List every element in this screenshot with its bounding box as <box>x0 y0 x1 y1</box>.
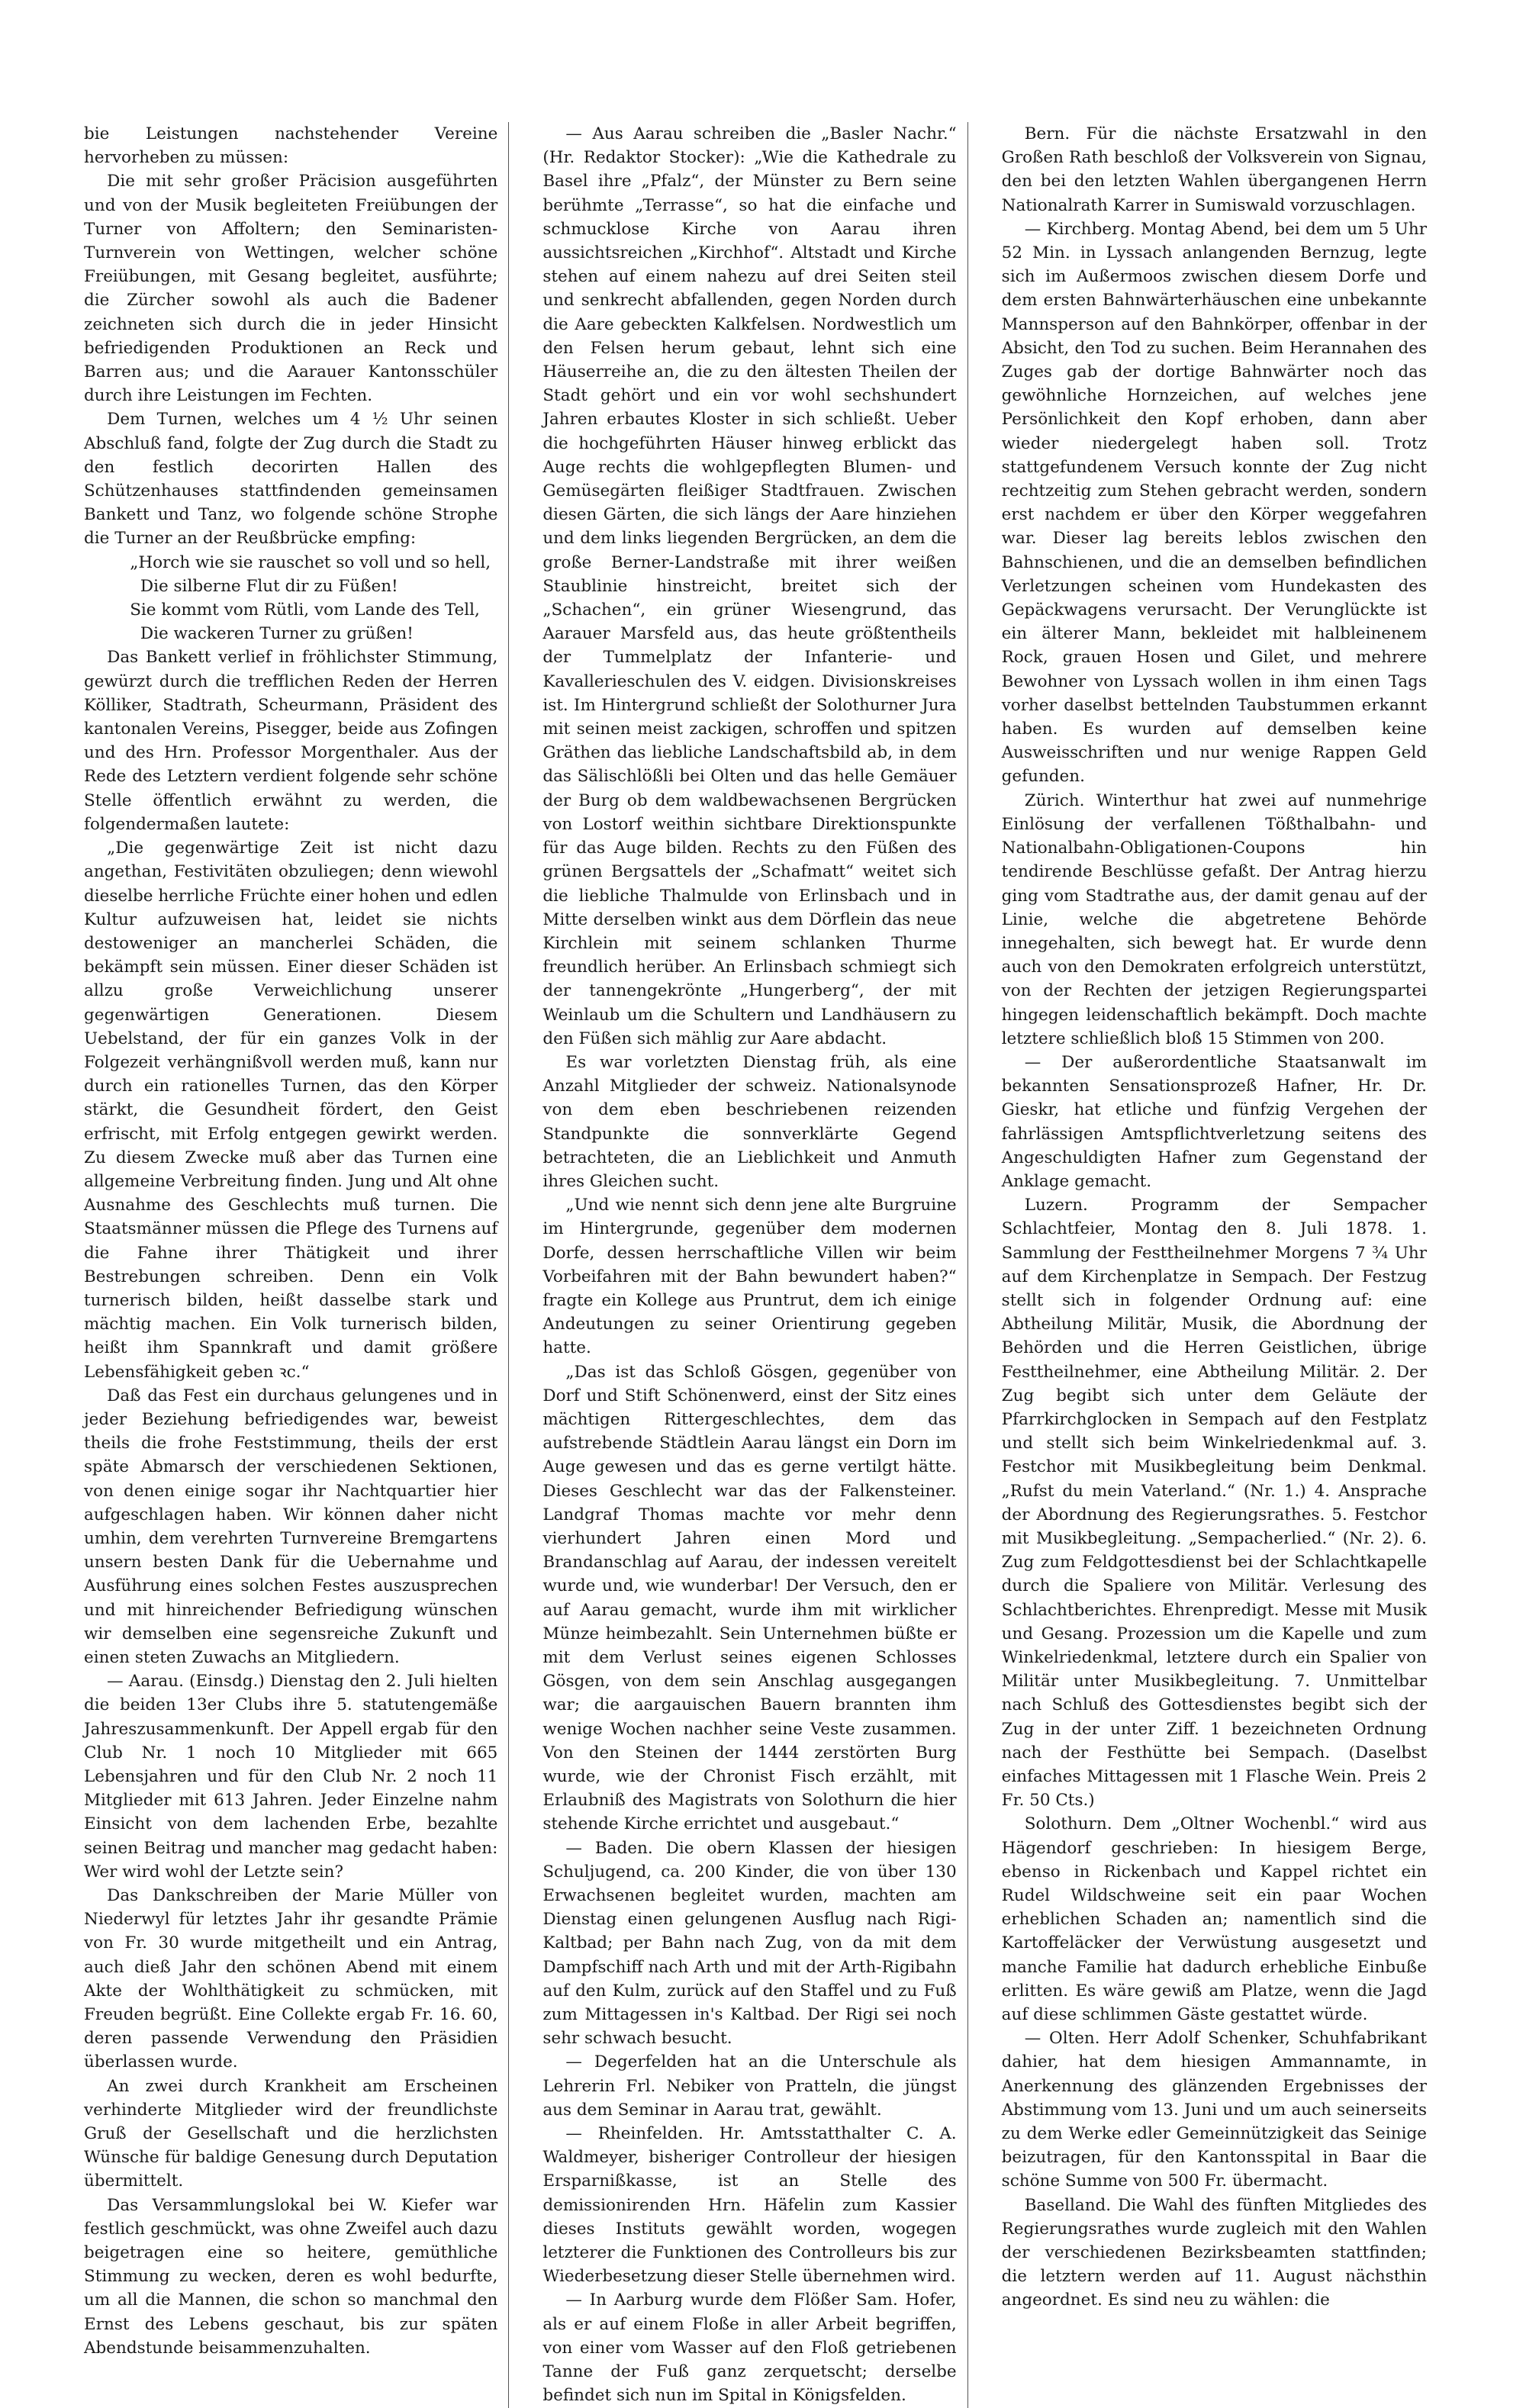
column-3 <box>1002 122 1427 2408</box>
article-paragraph: — Aus Aarau schreiben die „Basler Nachr.“ (Hr. Redaktor Stocker): „Wie die Kathedrale zu Basel ihre „Pfalz“, der Münster zu Bern seine berühmte „Terrasse“, so hat die einfache und schmucklose Kirche von Aarau ihren aussichtsreichen „Kirchhof“. Altstadt und Kirche stehen auf einem nahezu auf drei Seiten steil und senkrecht abfallenden, gegen Norden durch die Aare gebeckten Kalkfelsen. Nordwestlich um den Felsen herum gebaut, lehnt sich eine Häuserreihe an, die zu den ältesten Theilen der Stadt gehört und ein vor wohl sechshundert Jahren erbautes Kloster in sich schließt. Ueber die hochgeführten Häuser hinweg erblickt das Auge rechts die wohlgepflegten Blumen- und Gemüsegärten fleißiger Stadtfrauen. Zwischen diesen Gärten, die sich längs der Aare hinziehen und dem links liegenden Bergrücken, an dem die große Berner-Landstraße mit ihrer weißen Staublinie hinstreicht, breitet sich der „Schachen“, ein grüner Wiesengrund, das Aarauer Marsfeld aus, das heute größtentheils der Tummelplatz der Infanterie- und Kavallerieschulen des V. eidgen. Divisionskreises ist. Im Hintergrund schließt der Solothurner Jura mit seinen meist zackigen, schroffen und spitzen Gräthen das liebliche Landschaftsbild ab, in dem das Sälischlößli bei Olten und das helle Gemäuer der Burg ob dem waldbewachsenen Bergrücken von Lostorf weithin sichtbare Direktionspunkte für das Auge bilden. Rechts zu den Füßen des grünen Bergsattels der „Schafmatt“ weitet sich die liebliche Thalmulde von Erlinsbach und in Mitte derselben winkt aus dem Dörflein das neue Kirchlein mit seinem schlanken Thurme freundlich herüber. An Erlinsbach schmiegt sich der tannengekrönte „Hungerberg“, der mit Weinlaub um die Schultern und Landhäusern zu den Füßen sich mählig zur Aare abdacht. <box>542 124 957 1048</box>
poem-line: Die silberne Flut dir zu Füßen! <box>130 576 398 596</box>
article-paragraph: — Baden. Die obern Klassen der hiesigen Schuljugend, ca. 200 Kinder, die von über 130 Erwachsenen begleitet wurden, machten am Dienstag einen gelungenen Ausflug nach Rigi-Kaltbad; per Bahn nach Zug, von da mit dem Dampfschiff nach Arth und mit der Arth-Rigibahn auf den Kulm, zurück auf den Staffel und zu Fuß zum Mittagessen in's Kaltbad. Der Rigi sei noch sehr schwach besucht. <box>542 1838 957 2049</box>
poem-line: Die wackeren Turner zu grüßen! <box>130 624 414 644</box>
article-paragraph: An zwei durch Krankheit am Erscheinen verhinderte Mitglieder wird der freundlichste Gruß der Gesellschaft und die herzlichsten Wünsche für baldige Genesung durch Deputation übermittelt. <box>84 2076 498 2191</box>
column-2 <box>542 122 967 2408</box>
article-paragraph: Das Dankschreiben der Marie Müller von Niederwyl für letztes Jahr ihr gesandte Prämie von Fr. 30 wurde mitgetheilt und ein Antrag, auch dieß Jahr den schönen Abend mit einem Akte der Wohlthätigkeit zu schmücken, mit Freuden begrüßt. Eine Collekte ergab Fr. 16. 60, deren passende Verwendung den Präsidien überlassen wurde. <box>84 1886 498 2072</box>
article-paragraph: — Degerfelden hat an die Unterschule als Lehrerin Frl. Nebiker von Pratteln, die jüngst aus dem Seminar in Aarau trat, gewählt. <box>542 2052 957 2120</box>
article-paragraph: Die mit sehr großer Präcision ausgeführten und von der Musik begleiteten Freiübungen der Turner von Affoltern; den Seminaristen-Turnverein von Wettingen, welcher schöne Freiübungen, mit Gesang begleitet, ausführte; die Zürcher sowohl als auch die Badener zeichneten sich durch die in jeder Hinsicht befriedigenden Produktionen an Reck und Barren aus; und die Aarauer Kantonsschüler durch ihre Leistungen im Fechten. <box>84 172 498 406</box>
article-paragraph: Das Versammlungslokal bei W. Kiefer war festlich geschmückt, was ohne Zweifel auch dazu beigetragen eine so heitere, gemüthliche Stimmung zu wecken, deren es wohl bedurfte, um all die Mannen, die schon so manchmal den Ernst des Lebens geschaut, bis zur späten Abendstunde beisammenzuhalten. <box>84 2195 498 2358</box>
article-paragraph: Es war vorletzten Dienstag früh, als eine Anzahl Mitglieder der schweiz. Nationalsynode von dem eben beschriebenen reizenden Standpunkte die sonnverklärte Gegend betrachteten, die an Lieblichkeit und Anmuth ihres Gleichen sucht. <box>542 1052 957 1191</box>
article-paragraph: bie Leistungen nachstehender Vereine hervorheben zu müssen: <box>84 124 498 168</box>
newspaper-page <box>84 122 1427 2406</box>
article-paragraph: „Das ist das Schloß Gösgen, gegenüber von Dorf und Stift Schönenwerd, einst der Sitz eines mächtigen Rittergeschlechtes, dem das aufstrebende Städtlein Aarau längst ein Dorn im Auge gewesen und das es gerne vertilgt hätte. Dieses Geschlecht war das der Falkensteiner. Landgraf Thomas machte vor mehr denn vierhundert Jahren einen Mord und Brandanschlag auf Aarau, der indessen vereitelt wurde und, wie wunderbar! Der Versuch, den er auf Aarau gemacht, wurde ihm mit wirklicher Münze heimbezahlt. Sein Unternehmen büßte er mit dem Verlust seines eigenen Schlosses Gösgen, von dem sein Anschlag ausgegangen war; die aargauischen Bauern brannten ihm wenige Wochen nachher seine Veste zusammen. Von den Steinen der 1444 zerstörten Burg wurde, wie der Chronist Fisch erzählt, mit Erlaubniß des Magistrats von Solothurn die hier stehende Kirche errichtet und ausgebaut.“ <box>542 1362 957 1834</box>
article-paragraph: Bern. Für die nächste Ersatzwahl in den Großen Rath beschloß der Volksverein von Signau, den bei den letzten Wahlen übergangenen Herrn Nationalrath Karrer in Sumiswald vorzuschlagen. <box>1001 124 1427 215</box>
article-paragraph: — Aarau. (Einsdg.) Dienstag den 2. Juli hielten die beiden 13er Clubs ihre 5. statutengemäße Jahreszusammenkunft. Der Appell ergab für den Club Nr. 1 noch 10 Mitglieder mit 665 Lebensjahren und für den Club Nr. 2 noch 11 Mitglieder mit 613 Jahren. Jeder Einzelne nahm Einsicht von dem lachenden Erbe, bezahlte seinen Beitrag und mancher mag gedacht haben: Wer wird wohl der Letzte sein? <box>84 1672 498 1882</box>
article-paragraph: „Die gegenwärtige Zeit ist nicht dazu angethan, Festivitäten obzuliegen; denn wiewohl dieselbe herrliche Früchte einer hohen und edlen Kultur aufzuweisen hat, leidet sie nichts destoweniger an mancherlei Schäden, die bekämpft sein müssen. Einer dieser Schäden ist allzu große Verweichlichung unserer gegenwärtigen Generationen. Diesem Uebelstand, der für ein ganzes Volk in der Folgezeit verhängnißvoll werden muß, kann nur durch ein rationelles Turnen, das den Körper stärkt, die Gesundheit fördert, den Geist erfrischt, mit Erfolg entgegen gewirkt werden. Zu diesem Zwecke muß aber das Turnen eine allgemeine Verbreitung finden. Jung und Alt ohne Ausnahme des Geschlechts muß turnen. Die Staatsmänner müssen die Pflege des Turnens auf die Fahne ihrer Thätigkeit und ihrer Bestrebungen schreiben. Denn ein Volk turnerisch bilden, heißt dasselbe stark und mächtig machen. Ein Volk turnerisch bilden, heißt ihm Spannkraft und damit größere Lebensfähigkeit geben ꝛc.“ <box>84 839 498 1382</box>
column-1 <box>84 122 509 2408</box>
article-paragraph: — Olten. Herr Adolf Schenker, Schuhfabrikant dahier, hat dem hiesigen Ammannamte, in Anerkennung des glänzenden Ergebnisses der Abstimmung vom 13. Juni und um auch seinerseits zu dem Werke edler Gemeinnützigkeit das Seinige beizutragen, für den Kantonsspital in Baar die schöne Summe von 500 Fr. übermacht. <box>1001 2029 1427 2191</box>
article-paragraph: Dem Turnen, welches um 4 ½ Uhr seinen Abschluß fand, folgte der Zug durch die Stadt zu den festlich decorirten Hallen des Schützenhauses stattfindenden gemeinsamen Bankett und Tanz, wo folgende schöne Strophe die Turner an der Reußbrücke empfing: <box>84 410 498 549</box>
article-paragraph: Zürich. Winterthur hat zwei auf nunmehrige Einlösung der verfallenen Tößthalbahn- und Nationalbahn-Obligationen-Coupons hin tendirende Beschlüsse gefaßt. Der Antrag hierzu ging vom Stadtrathe aus, der damit genau auf der Linie, welche die abgetretene Behörde innegehalten, sich bewegt hat. Er wurde denn auch von den Demokraten erfolgreich unterstützt, von der Rechten der jetzigen Regierungspartei hingegen leidenschaftlich bekämpft. Doch machte letztere schließlich bloß 15 Stimmen von 200. <box>1001 790 1427 1048</box>
poem-line: Sie kommt vom Rütli, vom Lande des Tell, <box>130 600 480 620</box>
article-paragraph: Baselland. Die Wahl des fünften Mitgliedes des Regierungsrathes wurde zugleich mit den Wahlen der verschiedenen Bezirksbeamten stattfinden; die letztern werden auf 11. August nächsthin angeordnet. Es sind neu zu wählen: die <box>1001 2195 1427 2310</box>
article-paragraph: Daß das Fest ein durchaus gelungenes und in jeder Beziehung befriedigendes war, beweist theils die frohe Feststimmung, theils der erst späte Abmarsch der verschiedenen Sektionen, von denen einige sogar ihr Nachtquartier hier aufgeschlagen haben. Wir können daher nicht umhin, dem verehrten Turnvereine Bremgartens unsern besten Dank für die Uebernahme und Ausführung eines solchen Festes auszusprechen und mit hinreichender Befriedigung wünschen wir demselben eine segensreiche Zukunft und einen steten Zuwachs an Mitgliedern. <box>84 1386 498 1667</box>
article-paragraph: — Der außerordentliche Staatsanwalt im bekannten Sensationsprozeß Hafner, Hr. Dr. Gieskr, hat etliche und fünfzig Vergehen der fahrlässigen Amtspflichtverletzung seitens des Angeschuldigten Hafner zum Gegenstand der Anklage gemacht. <box>1001 1052 1427 1191</box>
article-paragraph: Solothurn. Dem „Oltner Wochenbl.“ wird aus Hägendorf geschrieben: In hiesigem Berge, ebenso in Rickenbach und Kappel richtet ein Rudel Wildschweine seit ein paar Wochen erheblichen Schaden an; namentlich sind die Kartoffeläcker der Verwüstung ausgesetzt und manche Familie hat dadurch erhebliche Einbuße erlitten. Es wäre gewiß am Platze, wenn die Jagd auf diese schlimmen Gäste gestattet würde. <box>1001 1814 1427 2025</box>
article-paragraph: — Rheinfelden. Hr. Amtsstatthalter C. A. Waldmeyer, bisheriger Controlleur der hiesigen Ersparnißkasse, ist an Stelle des demissionirenden Hrn. Häfelin zum Kassier dieses Instituts gewählt worden, wogegen letzterer die Funktionen des Controlleurs bis zur Wiederbesetzung dieser Stelle übernehmen wird. <box>542 2124 957 2287</box>
poem-line: „Horch wie sie rauschet so voll und so hell, <box>130 552 491 572</box>
poem-stanza <box>130 551 497 646</box>
article-paragraph: Luzern. Programm der Sempacher Schlachtfeier, Montag den 8. Juli 1878. 1. Sammlung der Festtheilnehmer Morgens 7 ¾ Uhr auf dem Kirchenplatze in Sempach. Der Festzug stellt sich in folgender Ordnung auf: eine Abtheilung Militär, Musik, die Abordnung der Behörden und die Herren Geistlichen, übrige Festtheilnehmer, eine Abtheilung Militär. 2. Der Zug begibt sich unter dem Geläute der Pfarrkirchglocken in Sempach auf den Festplatz und stellt sich beim Winkelriedenkmal auf. 3. Festchor mit Musikbegleitung beim Denkmal. „Rufst du mein Vaterland.“ (Nr. 1.) 4. Ansprache der Abordnung des Regierungsrathes. 5. Festchor mit Musikbegleitung. „Sempacherlied.“ (Nr. 2). 6. Zug zum Feldgottesdienst bei der Schlachtkapelle durch die Spaliere von Militär. Verlesung des Schlachtberichtes. Ehrenpredigt. Messe mit Musik und Gesang. Prozession um die Kapelle und zum Winkelriedenkmal, letztere durch ein Spalier von Militär unter Musikbegleitung. 7. Unmittelbar nach Schluß des Gottesdienstes begibt sich der Zug in der unter Ziff. 1 bezeichneten Ordnung nach der Festhütte bei Sempach. (Daselbst einfaches Mittagessen mit 1 Flasche Wein. Preis 2 Fr. 50 Cts.) <box>1001 1196 1427 1811</box>
article-paragraph: — In Aarburg wurde dem Flößer Sam. Hofer, als er auf einem Floße in aller Arbeit begriffen, von einer vom Wasser auf den Floß getriebenen Tanne der Fuß ganz zerquetscht; derselbe befindet sich nun im Spital in Königsfelden. <box>542 2290 957 2406</box>
article-paragraph: „Und wie nennt sich denn jene alte Burgruine im Hintergrunde, gegenüber dem modernen Dorfe, dessen herrschaftliche Villen wir beim Vorbeifahren mit der Bahn bewundert haben?“ fragte ein Kollege aus Pruntrut, dem ich einige Andeutungen zu seiner Orientirung gegeben hatte. <box>542 1196 957 1358</box>
article-paragraph: Das Bankett verlief in fröhlichster Stimmung, gewürzt durch die trefflichen Reden der Herren Kölliker, Stadtrath, Scheurmann, Präsident des kantonalen Vereins, Pisegger, beide aus Zofingen und des Hrn. Professor Morgenthaler. Aus der Rede des Letztern verdient folgende sehr schöne Stelle öffentlich erwähnt zu werden, die folgendermaßen lautete: <box>84 648 498 834</box>
article-paragraph: — Kirchberg. Montag Abend, bei dem um 5 Uhr 52 Min. in Lyssach anlangenden Bernzug, legte sich im Außermoos zwischen diesem Dorfe und dem ersten Bahnwärterhäuschen eine unbekannte Mannsperson auf den Bahnkörper, offenbar in der Absicht, den Tod zu suchen. Beim Herannahen des Zuges gab der dortige Bahnwärter noch das gewöhnliche Hornzeichen, auf welches jene Persönlichkeit den Kopf erhoben, dann aber wieder niedergelegt haben soll. Trotz stattgefundenem Versuch konnte der Zug nicht rechtzeitig zum Stehen gebracht werden, sondern erst nachdem er über den Körper weggefahren war. Dieser lag bereits leblos zwischen den Bahnschienen, und die an demselben befindlichen Verletzungen scheinen vom Hundekasten des Gepäckwagens verursacht. Der Verunglückte ist ein älterer Mann, bekleidet mit halbleinenem Rock, grauen Hosen und Gilet, und mehrere Bewohner von Lyssach wollen in ihm einen Tags vorher daselbst bettelnden Taubstummen erkannt haben. Es wurden auf demselben keine Ausweisschriften und nur wenige Rappen Geld gefunden. <box>1001 219 1427 787</box>
